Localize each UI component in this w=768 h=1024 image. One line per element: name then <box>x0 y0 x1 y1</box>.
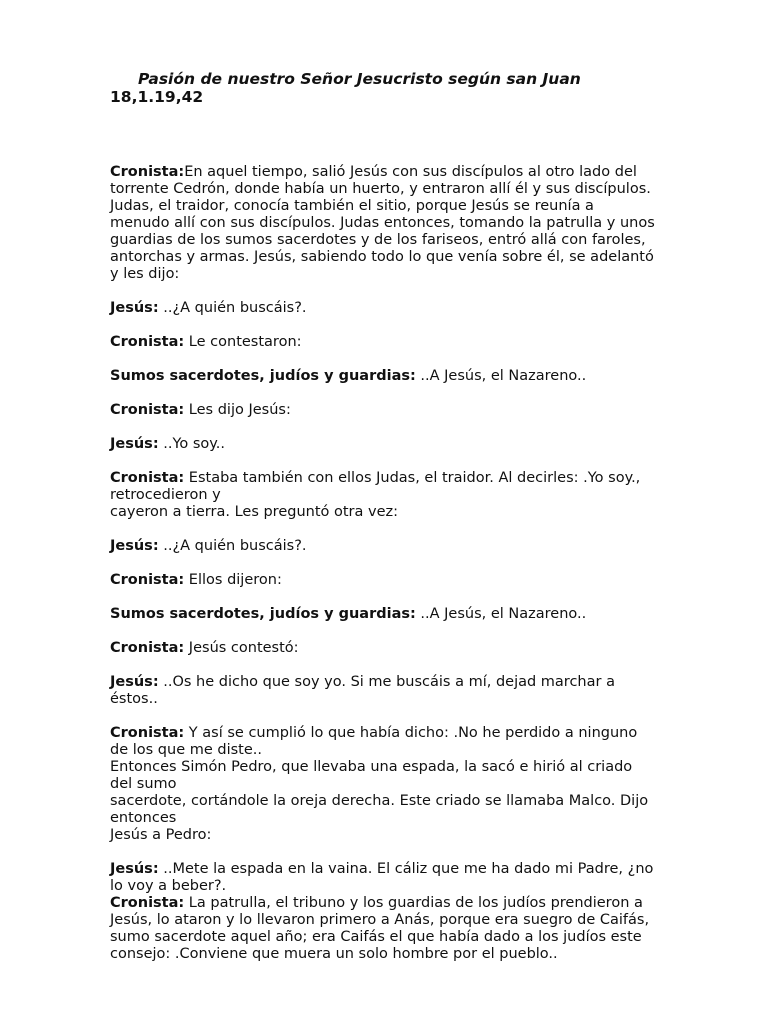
document-body <box>110 164 710 963</box>
paragraph-line <box>110 164 710 181</box>
paragraph-text: ..Os he dicho que soy yo. Si me buscáis a mí, dejad marchar a <box>158 674 615 690</box>
paragraph-line <box>110 861 710 878</box>
document-title <box>110 70 710 106</box>
paragraph-text: del sumo <box>110 776 177 792</box>
paragraph-text: En aquel tiempo, salió Jesús con sus discípulos al otro lado del <box>184 164 637 180</box>
paragraph-text: La patrulla, el tribuno y los guardias de los judíos prendieron a <box>184 895 643 911</box>
paragraph-text: menudo allí con sus discípulos. Judas entonces, tomando la patrulla y unos <box>110 215 655 231</box>
paragraph-text: de los que me diste.. <box>110 742 262 758</box>
paragraph-text: Ellos dijeron: <box>184 572 282 588</box>
paragraph-text: sacerdote, cortándole la oreja derecha. Este criado se llamaba Malco. Dijo <box>110 793 649 809</box>
paragraph-text: ..A Jesús, el Nazareno.. <box>415 368 587 384</box>
paragraph-text: Les dijo Jesús: <box>184 402 291 418</box>
paragraph-line <box>110 334 710 351</box>
speaker-label: Cronista: <box>110 725 185 741</box>
paragraph-line <box>110 776 710 793</box>
paragraph-text: guardias de los sumos sacerdotes y de los fariseos, entró allá con faroles, <box>110 232 646 248</box>
paragraph-line <box>110 810 710 827</box>
dialogue-paragraph <box>110 368 710 385</box>
paragraph-line <box>110 878 710 895</box>
dialogue-paragraph <box>110 436 710 453</box>
dialogue-paragraph <box>110 334 710 351</box>
paragraph-text: ..A Jesús, el Nazareno.. <box>415 606 587 622</box>
dialogue-paragraph <box>110 538 710 555</box>
paragraph-text: ..¿A quién buscáis?. <box>158 538 307 554</box>
speaker-label: Cronista: <box>110 572 185 588</box>
speaker-label: Cronista: <box>110 640 185 656</box>
speaker-label: Cronista: <box>110 334 185 350</box>
paragraph-text: torrente Cedrón, donde había un huerto, y entraron allí él y sus discípulos. <box>110 181 651 197</box>
dialogue-paragraph <box>110 572 710 589</box>
paragraph-text: entonces <box>110 810 177 826</box>
speaker-label: Jesús: <box>110 861 159 877</box>
dialogue-paragraph <box>110 725 710 844</box>
paragraph-text: consejo: .Conviene que muera un solo hombre por el pueblo.. <box>110 946 558 962</box>
paragraph-line <box>110 827 710 844</box>
speaker-label: Cronista: <box>110 895 185 911</box>
paragraph-text: ..¿A quién buscáis?. <box>158 300 307 316</box>
speaker-label: Sumos sacerdotes, judíos y guardias: <box>110 606 416 622</box>
title-line-2: 18,1.19,42 <box>110 88 204 106</box>
paragraph-line <box>110 470 710 487</box>
paragraph-text: Jesús contestó: <box>184 640 299 656</box>
paragraph-line <box>110 572 710 589</box>
paragraph-line <box>110 606 710 623</box>
paragraph-line <box>110 368 710 385</box>
speaker-label: Cronista: <box>110 164 185 180</box>
paragraph-text: éstos.. <box>110 691 158 707</box>
dialogue-paragraph <box>110 300 710 317</box>
speaker-label: Sumos sacerdotes, judíos y guardias: <box>110 368 416 384</box>
paragraph-text: retrocedieron y <box>110 487 221 503</box>
paragraph-line <box>110 436 710 453</box>
dialogue-paragraph <box>110 674 710 708</box>
paragraph-text: cayeron a tierra. Les preguntó otra vez: <box>110 504 399 520</box>
dialogue-paragraph <box>110 470 710 521</box>
paragraph-line <box>110 181 710 198</box>
paragraph-line <box>110 691 710 708</box>
paragraph-line <box>110 249 710 266</box>
paragraph-line <box>110 402 710 419</box>
paragraph-line <box>110 215 710 232</box>
paragraph-line <box>110 793 710 810</box>
speaker-label: Cronista: <box>110 402 185 418</box>
paragraph-text: ..Mete la espada en la vaina. El cáliz que me ha dado mi Padre, ¿no <box>158 861 654 877</box>
speaker-label: Jesús: <box>110 674 159 690</box>
paragraph-line <box>110 929 710 946</box>
paragraph-text: Jesús a Pedro: <box>110 827 212 843</box>
paragraph-line <box>110 487 710 504</box>
paragraph-line <box>110 198 710 215</box>
paragraph-line <box>110 759 710 776</box>
document-page <box>110 70 710 980</box>
paragraph-text: antorchas y armas. Jesús, sabiendo todo lo que venía sobre él, se adelantó <box>110 249 654 265</box>
speaker-label: Jesús: <box>110 538 159 554</box>
paragraph-line <box>110 946 710 963</box>
paragraph-text: Jesús, lo ataron y lo llevaron primero a Anás, porque era suegro de Caifás, <box>110 912 650 928</box>
paragraph-text: Estaba también con ellos Judas, el traidor. Al decirles: .Yo soy., <box>184 470 641 486</box>
paragraph-line <box>110 742 710 759</box>
paragraph-line <box>110 504 710 521</box>
dialogue-paragraph <box>110 640 710 657</box>
title-line-1: Pasión de nuestro Señor Jesucristo según san Juan <box>138 70 581 88</box>
dialogue-paragraph <box>110 895 710 963</box>
paragraph-line <box>110 266 710 283</box>
paragraph-text: sumo sacerdote aquel año; era Caifás el que había dado a los judíos este <box>110 929 642 945</box>
paragraph-line <box>110 232 710 249</box>
paragraph-text: Y así se cumplió lo que había dicho: .No he perdido a ninguno <box>184 725 638 741</box>
paragraph-text: Entonces Simón Pedro, que llevaba una espada, la sacó e hirió al criado <box>110 759 633 775</box>
dialogue-paragraph <box>110 606 710 623</box>
paragraph-line <box>110 725 710 742</box>
paragraph-line <box>110 912 710 929</box>
paragraph-text: Judas, el traidor, conocía también el sitio, porque Jesús se reunía a <box>110 198 594 214</box>
speaker-label: Jesús: <box>110 300 159 316</box>
paragraph-line <box>110 640 710 657</box>
paragraph-text: y les dijo: <box>110 266 180 282</box>
paragraph-line <box>110 300 710 317</box>
dialogue-paragraph <box>110 861 710 895</box>
paragraph-text: Le contestaron: <box>184 334 302 350</box>
paragraph-text: lo voy a beber?. <box>110 878 227 894</box>
speaker-label: Cronista: <box>110 470 185 486</box>
paragraph-line <box>110 895 710 912</box>
paragraph-line <box>110 538 710 555</box>
speaker-label: Jesús: <box>110 436 159 452</box>
dialogue-paragraph <box>110 402 710 419</box>
dialogue-paragraph <box>110 164 710 283</box>
paragraph-line <box>110 674 710 691</box>
paragraph-text: ..Yo soy.. <box>158 436 226 452</box>
